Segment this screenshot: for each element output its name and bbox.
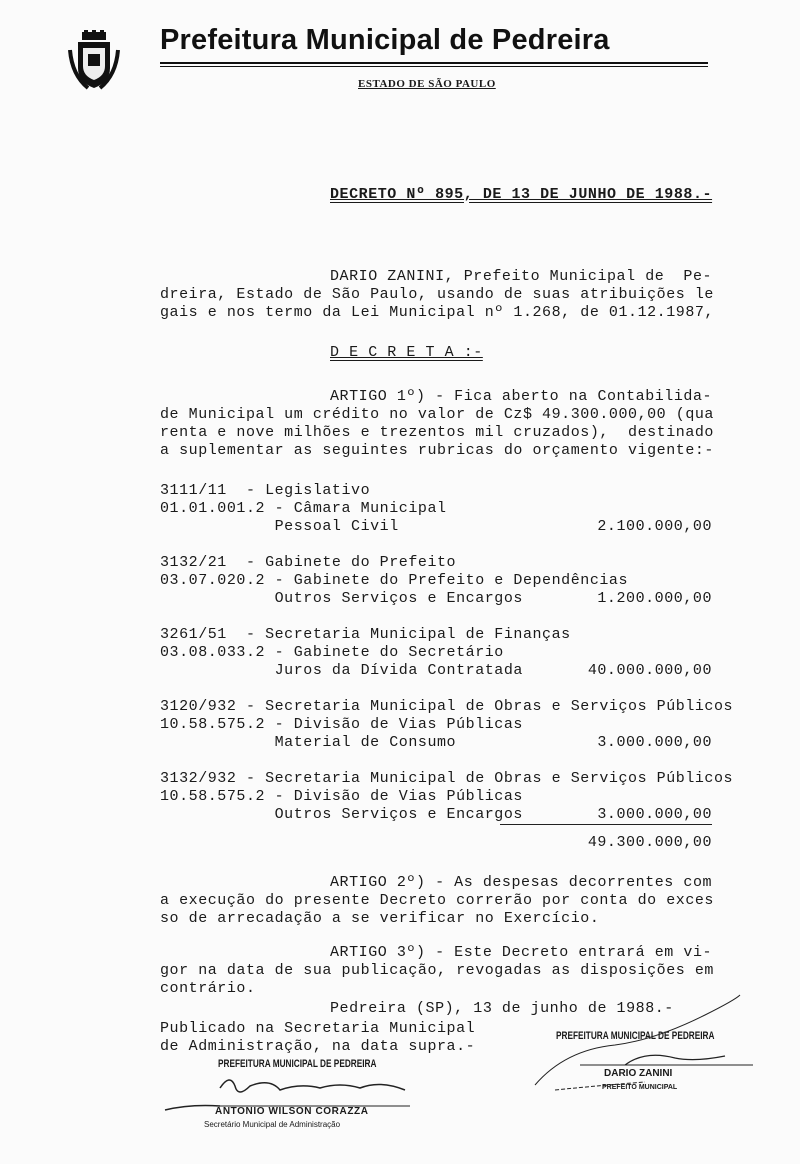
stamp-text: PREFEITURA MUNICIPAL DE PEDREIRA <box>556 1030 715 1042</box>
rubrica-line: Juros da Dívida Contratada <box>160 662 523 679</box>
rubrica-line: 01.01.001.2 - Câmara Municipal <box>160 500 447 517</box>
rubrica-line: Pessoal Civil <box>160 518 399 535</box>
artigo2-line: a execução do presente Decreto correrão por conta do exces <box>160 892 714 909</box>
stamp-text: PREFEITURA MUNICIPAL DE PEDREIRA <box>218 1058 377 1070</box>
header-divider <box>160 66 708 67</box>
rubrica-line: 3132/21 - Gabinete do Prefeito <box>160 554 457 571</box>
artigo1-line: a suplementar as seguintes rubricas do orçamento vigente:- <box>160 442 714 459</box>
rubrica-line: Outros Serviços e Encargos <box>160 590 523 607</box>
artigo2-line: ARTIGO 2º) - As despesas decorrentes com <box>330 874 713 891</box>
header-state: ESTADO DE SÃO PAULO <box>358 78 496 90</box>
rubrica-line: 03.07.020.2 - Gabinete do Prefeito e Dependências <box>160 572 629 589</box>
signer-role: PREFEITO MUNICIPAL <box>602 1084 678 1091</box>
rubrica-line: 3111/11 - Legislativo <box>160 482 371 499</box>
preamble-line: dreira, Estado de São Paulo, usando de suas atribuições le <box>160 286 714 303</box>
rubrica-line: 3132/932 - Secretaria Municipal de Obras e Serviços Públicos <box>160 770 734 787</box>
artigo1-line: de Municipal um crédito no valor de Cz$ 49.300.000,00 (qua <box>160 406 714 423</box>
signer-role: Secretário Municipal de Administração <box>204 1120 341 1129</box>
preamble-line: gais e nos termo da Lei Municipal nº 1.268, de 01.12.1987, <box>160 304 714 321</box>
decree-title: DECRETO Nº 895, DE 13 DE JUNHO DE 1988.- <box>330 186 713 203</box>
rubrica-line: 03.08.033.2 - Gabinete do Secretário <box>160 644 504 661</box>
rubrica-value: 3.000.000,00 <box>597 734 712 751</box>
rubrica-value: 1.200.000,00 <box>597 590 712 607</box>
place-date: Pedreira (SP), 13 de junho de 1988.- <box>330 1000 674 1017</box>
preamble-line: DARIO ZANINI, Prefeito Municipal de Pe- <box>330 268 713 285</box>
signer-name: DARIO ZANINI <box>604 1068 673 1079</box>
rubrica-line: 3261/51 - Secretaria Municipal de Finanças <box>160 626 571 643</box>
coat-of-arms-icon <box>68 30 120 92</box>
header-divider <box>160 62 708 64</box>
page-title: Prefeitura Municipal de Pedreira <box>160 24 610 56</box>
artigo2-line: so de arrecadação a se verificar no Exercício. <box>160 910 600 927</box>
artigo3-line: gor na data de sua publicação, revogadas as disposições em <box>160 962 714 979</box>
artigo3-line: ARTIGO 3º) - Este Decreto entrará em vi- <box>330 944 713 961</box>
artigo3-line: contrário. <box>160 980 256 997</box>
total-value: 49.300.000,00 <box>587 834 712 851</box>
rubrica-line: Material de Consumo <box>160 734 457 751</box>
decreta-heading: D E C R E T A :- <box>330 344 483 361</box>
rubrica-value: 2.100.000,00 <box>597 518 712 535</box>
rubrica-value: 40.000.000,00 <box>587 662 712 679</box>
publication-line: de Administração, na data supra.- <box>160 1038 476 1055</box>
artigo1-line: renta e nove milhões e trezentos mil cruzados), destinado <box>160 424 714 441</box>
publication-line: Publicado na Secretaria Municipal <box>160 1020 476 1037</box>
signer-name: ANTONIO WILSON CORAZZA <box>215 1106 369 1117</box>
rubrica-line: 10.58.575.2 - Divisão de Vias Públicas <box>160 788 523 805</box>
rubrica-line: 10.58.575.2 - Divisão de Vias Públicas <box>160 716 523 733</box>
artigo1-line: ARTIGO 1º) - Fica aberto na Contabilida- <box>330 388 713 405</box>
rubrica-line: Outros Serviços e Encargos <box>160 806 523 823</box>
rubrica-value: 3.000.000,00 <box>500 806 712 825</box>
rubrica-line: 3120/932 - Secretaria Municipal de Obras e Serviços Públicos <box>160 698 734 715</box>
